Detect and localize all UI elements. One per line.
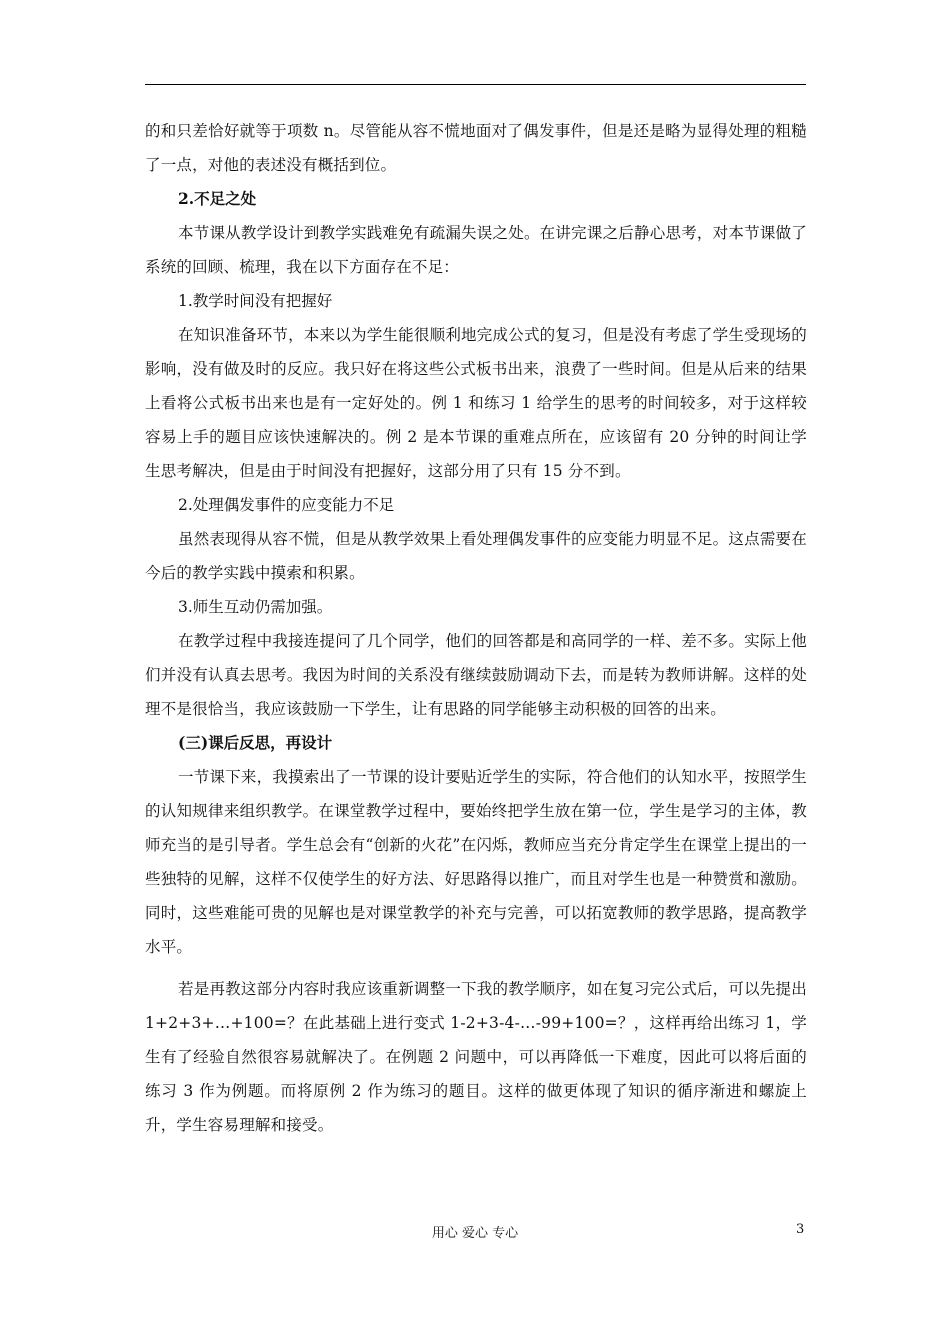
subheading-contingency: 2.处理偶发事件的应变能力不足 [178, 496, 395, 514]
paragraph-continued: 的和只差恰好就等于项数 n。尽管能从容不慌地面对了偶发事件，但是还是略为显得处理的粗糙了一点，对他的表述没有概括到位。 [145, 122, 807, 174]
paragraph-intro: 本节课从教学设计到教学实践难免有疏漏失误之处。在讲完课之后静心思考，对本节课做了系统的回顾、梳理，我在以下方面存在不足： [145, 224, 807, 276]
heading-shortcomings: 2.不足之处 [178, 189, 257, 208]
heading-reflection: (三)课后反思，再设计 [178, 733, 333, 752]
paragraph-reflection-2: 若是再教这部分内容时我应该重新调整一下我的教学顺序，如在复习完公式后，可以先提出 1+2+3+…+100=？在此基础上进行变式 1-2+3-4-…-99+100=？，这样再给出练习 1，学生有了经验自然很容易就解决了。在例题 2 问题中，可以再降低一下难度，因此可以将后面的练习 3 作为例题。而将原例 2 作为练习的题目。这样的做更体现了知识的循序渐进和螺旋上升，学生容易理解和接受。 [145, 980, 807, 1134]
paragraph-time: 在知识准备环节，本来以为学生能很顺利地完成公式的复习，但是没有考虑了学生受现场的影响，没有做及时的反应。我只好在将这些公式板书出来，浪费了一些时间。但是从后来的结果上看将公式板书出来也是有一定好处的。例 1 和练习 1 给学生的思考的时间较多，对于这样较容易上手的题目应该快速解决的。例 2 是本节课的重难点所在，应该留有 20 分钟的时间让学生思考解决，但是由于时间没有把握好，这部分用了只有 15 分不到。 [145, 326, 807, 480]
document-body [145, 114, 807, 1142]
page-number: 3 [796, 1222, 805, 1237]
paragraph-interaction: 在教学过程中我接连提问了几个同学，他们的回答都是和高同学的一样、差不多。实际上他们并没有认真去思考。我因为时间的关系没有继续鼓励调动下去，而是转为教师讲解。这样的处理不是很恰当，我应该鼓励一下学生，让有思路的同学能够主动积极的回答的出来。 [145, 632, 807, 718]
footer-slogan: 用心 爱心 专心 [431, 1226, 519, 1241]
header-rule [145, 84, 806, 85]
subheading-interaction: 3.师生互动仍需加强。 [178, 598, 333, 616]
paragraph-contingency: 虽然表现得从容不慌，但是从教学效果上看处理偶发事件的应变能力明显不足。这点需要在今后的教学实践中摸索和积累。 [145, 530, 807, 582]
paragraph-gap [145, 964, 807, 972]
subheading-time: 1.教学时间没有把握好 [178, 292, 333, 310]
paragraph-reflection-1: 一节课下来，我摸索出了一节课的设计要贴近学生的实际，符合他们的认知水平，按照学生的认知规律来组织教学。在课堂教学过程中，要始终把学生放在第一位，学生是学习的主体，教师充当的是引导者。学生总会有“创新的火花”在闪烁，教师应当充分肯定学生在课堂上提出的一些独特的见解，这样不仅使学生的好方法、好思路得以推广，而且对学生也是一种赞赏和激励。同时，这些难能可贵的见解也是对课堂教学的补充与完善，可以拓宽教师的教学思路，提高教学水平。 [145, 768, 807, 956]
